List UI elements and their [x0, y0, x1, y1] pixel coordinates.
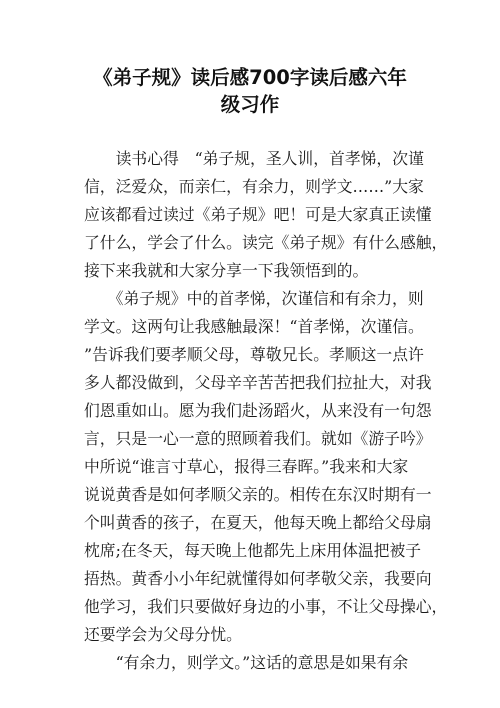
body-line: 中所说“谁言寸草心，报得三春晖。”我来和大家	[84, 457, 409, 476]
body-line: 还要学会为父母分忧。	[84, 625, 242, 644]
body-line: 他学习，我们只要做好身边的小事，不让父母操心，	[84, 597, 448, 616]
body-line: 多人都没做到，父母辛辛苦苦把我们拉扯大，对我	[84, 373, 432, 392]
body-line: 接下来我就和大家分享一下我领悟到的。	[84, 261, 369, 280]
document-title-line-2: 级习作	[220, 93, 280, 116]
body-line: 个叫黄香的孩子，在夏天，他每天晚上都给父母扇	[84, 513, 432, 532]
body-line: 信，泛爱众，而亲仁，有余力，则学文……”大家	[84, 177, 424, 196]
body-line: 学文。这两句让我感触最深！“首孝悌，次谨信。	[84, 317, 424, 336]
body-line: 言，只是一心一意的照顾着我们。就如《游子吟》	[84, 429, 432, 448]
body-line: “有余力，则学文。”这话的意思是如果有余	[84, 653, 409, 672]
body-line: 们恩重如山。愿为我们赴汤蹈火，从来没有一句怨	[84, 401, 432, 420]
body-line: 读书心得 “弟子规，圣人训，首孝悌，次谨	[84, 149, 424, 168]
body-line: 《弟子规》中的首孝悌，次谨信和有余力，则	[84, 289, 424, 308]
body-line: 了什么，学会了什么。读完《弟子规》有什么感触，	[84, 233, 448, 252]
document-title-line-1: 《弟子规》读后感700字读后感六年	[93, 66, 407, 89]
body-line: ”告诉我们要孝顺父母，尊敬兄长。孝顺这一点许	[84, 345, 424, 364]
body-line: 应该都看过读过《弟子规》吧！可是大家真正读懂	[84, 205, 432, 224]
body-line: 捂热。黄香小小年纪就懂得如何孝敬父亲，我要向	[84, 569, 432, 588]
body-line: 说说黄香是如何孝顺父亲的。相传在东汉时期有一	[84, 485, 432, 504]
body-line: 枕席;在冬天，每天晚上他都先上床用体温把被子	[84, 541, 422, 560]
